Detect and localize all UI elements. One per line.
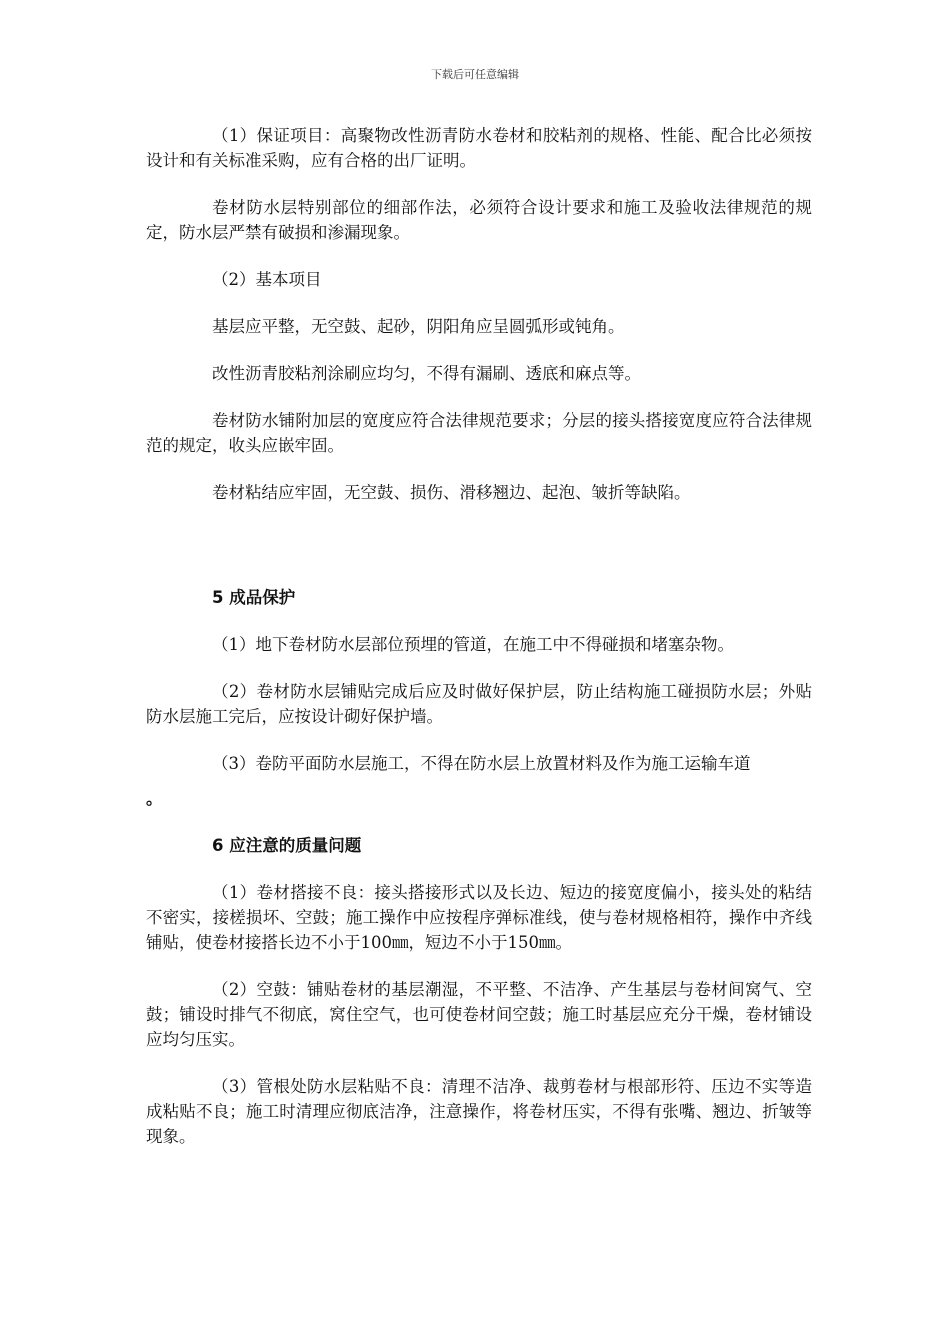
protection-item-3: （3）卷防平面防水层施工，不得在防水层上放置材料及作为施工运输车道 (212, 754, 751, 773)
quality-issue-1: （1）卷材搭接不良：接头搭接形式以及长边、短边的接宽度偏小，接头处的粘结不密实，接槎损坏、空鼓；施工操作中应按程序弹标准线，使与卷材规格相符，操作中齐线铺贴，使卷材接搭长边不小于100㎜，短边不小于150㎜。 (146, 883, 812, 952)
page-header-note: 下载后可任意编辑 (431, 68, 519, 81)
protection-item-3-end: 。 (146, 789, 163, 808)
section-5-title: 5 成品保护 (212, 588, 296, 607)
guarantee-items-paragraph: （1）保证项目：高聚物改性沥青防水卷材和胶粘剂的规格、性能、配合比必须按设计和有关标准采购，应有合格的出厂证明。 (146, 126, 812, 170)
additional-layer-paragraph: 卷材防水铺附加层的宽度应符合法律规范要求；分层的接头搭接宽度应符合法律规范的规定，收头应嵌牢固。 (146, 411, 812, 455)
section-6-title: 6 应注意的质量问题 (212, 836, 362, 855)
bonding-paragraph: 卷材粘结应牢固，无空鼓、损伤、滑移翘边、起泡、皱折等缺陷。 (212, 483, 691, 502)
quality-issue-3: （3）管根处防水层粘贴不良：清理不洁净、裁剪卷材与根部形符、压边不实等造成粘贴不良；施工时清理应彻底洁净，注意操作，将卷材压实，不得有张嘴、翘边、折皱等现象。 (146, 1077, 812, 1146)
quality-issue-2: （2）空鼓：铺贴卷材的基层潮湿，不平整、不洁净、产生基层与卷材间窝气、空鼓；铺设时排气不彻底，窝住空气，也可使卷材间空鼓；施工时基层应充分干燥，卷材铺设应均匀压实。 (146, 980, 812, 1049)
protection-item-1: （1）地下卷材防水层部位预埋的管道，在施工中不得碰损和堵塞杂物。 (212, 635, 734, 654)
adhesive-paragraph: 改性沥青胶粘剂涂刷应均匀，不得有漏刷、透底和麻点等。 (212, 364, 641, 383)
special-parts-paragraph: 卷材防水层特别部位的细部作法，必须符合设计要求和施工及验收法律规范的规定，防水层严禁有破损和渗漏现象。 (146, 198, 812, 242)
basic-items-heading: （2）基本项目 (212, 270, 322, 289)
protection-item-2: （2）卷材防水层铺贴完成后应及时做好保护层，防止结构施工碰损防水层；外贴防水层施工完后，应按设计砌好保护墙。 (146, 682, 812, 726)
base-layer-paragraph: 基层应平整，无空鼓、起砂，阴阳角应呈圆弧形或钝角。 (212, 317, 625, 336)
document-body (146, 123, 812, 1171)
section-spacer (146, 527, 812, 585)
